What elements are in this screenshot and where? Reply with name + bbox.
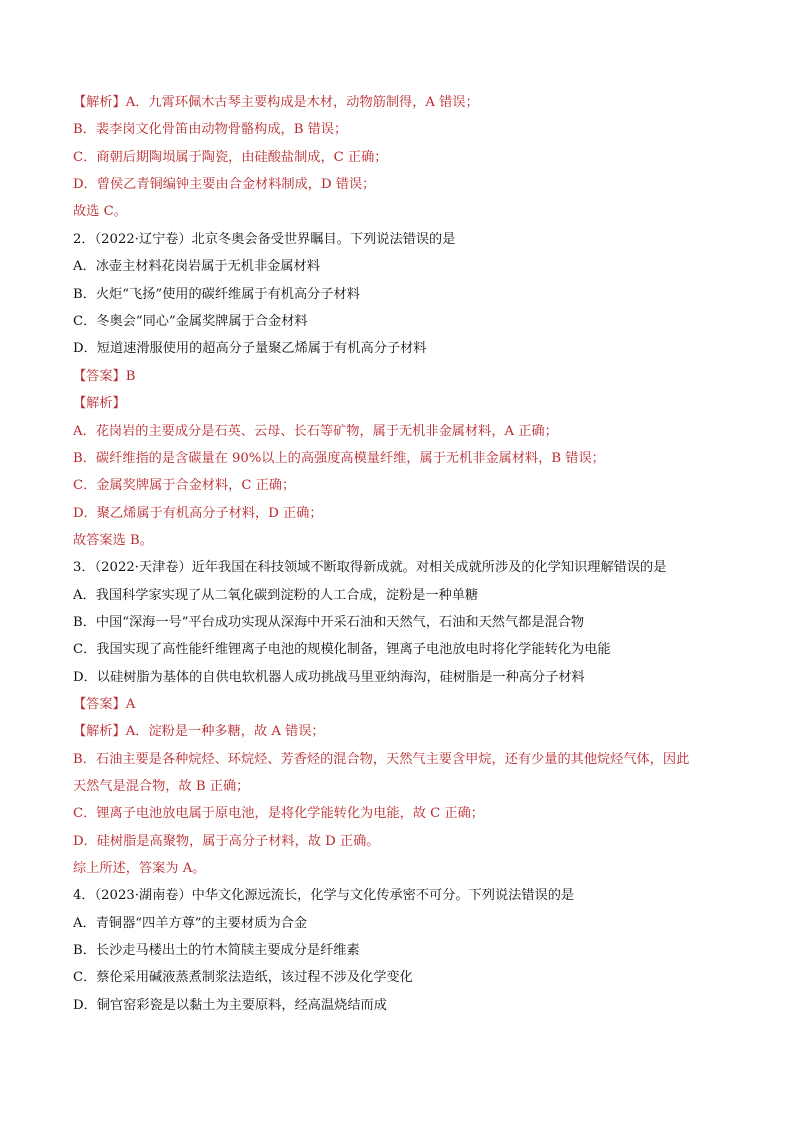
- q1-explanation-a: 【解析】A．九霄环佩木古琴主要构成是木材，动物筋制得，A 错误；: [73, 95, 479, 110]
- q2-conclusion: 故答案选 B。: [73, 533, 153, 548]
- q3-option-a: A．我国科学家实现了从二氧化碳到淀粉的人工合成，淀粉是一种单糖: [73, 588, 479, 603]
- q2-explanation-a: A．花岗岩的主要成分是石英、云母、长石等矿物，属于无机非金属材料，A 正确；: [73, 424, 558, 439]
- q3-explanation-b-line2: 天然气是混合物，故 B 正确；: [73, 779, 250, 794]
- q2-option-a: A．冰壶主材料花岗岩属于无机非金属材料: [73, 259, 320, 274]
- q4-option-a: A．青铜器“四羊方尊”的主要材质为合金: [73, 916, 308, 931]
- q3-option-b: B．中国“深海一号”平台成功实现从深海中开采石油和天然气，石油和天然气都是混合物: [73, 615, 585, 630]
- q2-option-b: B．火炬“飞扬”使用的碳纤维属于有机高分子材料: [73, 287, 360, 302]
- q2-explanation-d: D．聚乙烯属于有机高分子材料，D 正确；: [73, 506, 323, 521]
- q1-explanation-d: D．曾侯乙青铜编钟主要由合金材料制成，D 错误；: [73, 177, 376, 192]
- q3-answer: 【答案】A: [73, 697, 136, 712]
- q4-option-d: D．铜官窑彩瓷是以黏土为主要原料，经高温烧结而成: [73, 998, 387, 1013]
- q2-explanation-b: B．碳纤维指的是含碳量在 90%以上的高强度高模量纤维，属于无机非金属材料，B 错误；: [73, 451, 605, 466]
- q4-stem: 4．（2023·湖南卷）中华文化源远流长，化学与文化传承密不可分。下列说法错误的是: [73, 888, 575, 903]
- q4-option-b: B．长沙走马楼出土的竹木简牍主要成分是纤维素: [73, 943, 360, 958]
- q2-explanation-c: C．金属奖牌属于合金材料，C 正确；: [73, 478, 296, 493]
- q2-explanation-label: 【解析】: [73, 396, 126, 411]
- q2-stem: 2．（2022·辽宁卷）北京冬奥会备受世界瞩目。下列说法错误的是: [73, 232, 456, 247]
- q3-option-d: D．以硅树脂为基体的自供电软机器人成功挑战马里亚纳海沟，硅树脂是一种高分子材料: [73, 670, 585, 685]
- q3-stem: 3．（2022·天津卷）近年我国在科技领域不断取得新成就。对相关成就所涉及的化学知识理解错误的是: [73, 560, 667, 575]
- q3-explanation-b-line1: B．石油主要是各种烷烃、环烷烃、芳香烃的混合物，天然气主要含甲烷，还有少量的其他烷烃气体，因此: [73, 752, 690, 767]
- q1-conclusion: 故选 C。: [73, 204, 127, 219]
- q3-explanation-c: C．锂离子电池放电属于原电池，是将化学能转化为电能，故 C 正确；: [73, 806, 484, 821]
- q3-conclusion: 综上所述，答案为 A。: [73, 861, 206, 876]
- q2-answer: 【答案】B: [73, 369, 136, 384]
- q4-option-c: C．蔡伦采用碱液蒸煮制浆法造纸，该过程不涉及化学变化: [73, 970, 413, 985]
- q3-explanation-d: D．硅树脂是高聚物，属于高分子材料，故 D 正确。: [73, 834, 380, 849]
- q2-option-c: C．冬奥会“同心”金属奖牌属于合金材料: [73, 314, 308, 329]
- q2-option-d: D．短道速滑服使用的超高分子量聚乙烯属于有机高分子材料: [73, 341, 427, 356]
- q3-option-c: C．我国实现了高性能纤维锂离子电池的规模化制备，锂离子电池放电时将化学能转化为电能: [73, 642, 611, 657]
- q1-explanation-b: B．裴李岗文化骨笛由动物骨骼构成，B 错误；: [73, 122, 348, 137]
- q3-explanation-a: 【解析】A．淀粉是一种多糖，故 A 错误；: [73, 724, 325, 739]
- q1-explanation-c: C．商朝后期陶埙属于陶瓷，由硅酸盐制成，C 正确；: [73, 150, 388, 165]
